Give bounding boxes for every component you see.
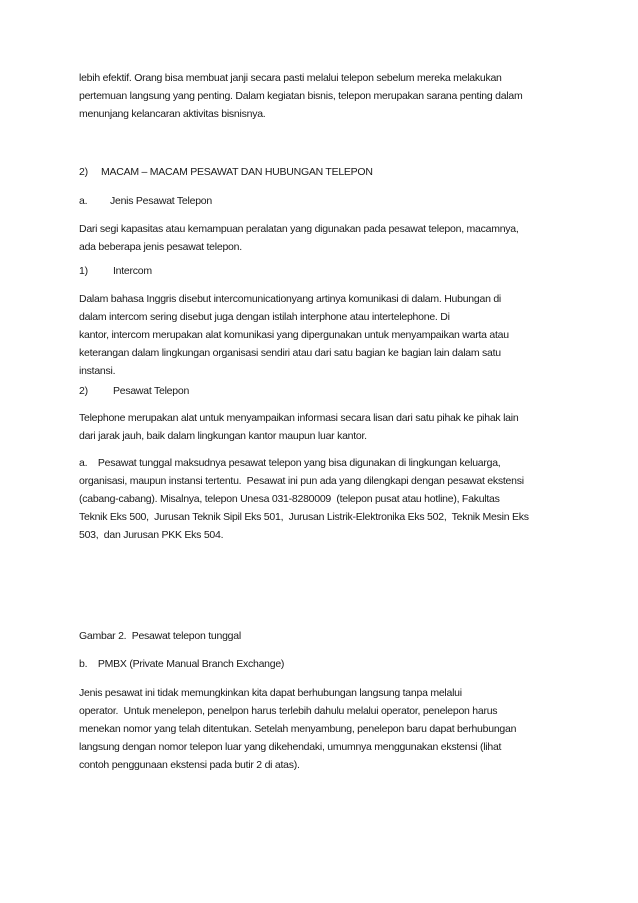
text-line: (cabang-cabang). Misalnya, telepon Unesa 031-8280009 (telepon pusat atau hotline), Fakultas	[79, 493, 500, 505]
text-line: instansi.	[79, 365, 116, 377]
text-line: lebih efektif. Orang bisa membuat janji secara pasti melalui telepon sebelum mereka melakukan	[79, 72, 502, 84]
text-line: Teknik Eks 500, Jurusan Teknik Sipil Eks 501, Jurusan Listrik-Elektronika Eks 502, Teknik Mesin Eks	[79, 511, 529, 523]
text-line: contoh penggunaan ekstensi pada butir 2 di atas).	[79, 759, 300, 771]
subsection-letter: a.	[79, 195, 88, 207]
section-heading	[79, 163, 565, 181]
kapasitas-paragraph	[79, 220, 565, 256]
text-line: dari jarak jauh, baik dalam lingkungan kantor maupun luar kantor.	[79, 430, 367, 442]
text-line: keterangan dalam lingkungan organisasi sendiri atau dari satu bagian ke bagian lain dalam satu	[79, 347, 501, 359]
section-number: 2)	[79, 166, 88, 178]
intro-paragraph	[79, 69, 565, 123]
item-pesawat-telepon-heading	[79, 382, 565, 400]
text-line: dalam intercom sering disebut juga dengan istilah interphone atau intertelephone. Di	[79, 311, 450, 323]
item-number: 2)	[79, 385, 88, 397]
item-title: Pesawat Telepon	[113, 385, 190, 397]
subsection-title: Jenis Pesawat Telepon	[110, 195, 212, 207]
text-line: organisasi, maupun instansi tertentu. Pesawat ini pun ada yang dilengkapi dengan pesawat ekstensi	[79, 475, 524, 487]
text-line: Jenis pesawat ini tidak memungkinkan kita dapat berhubungan langsung tanpa melalui	[79, 687, 462, 699]
text-line: kantor, intercom merupakan alat komunikasi yang dipergunakan untuk menyampaikan warta atau	[79, 329, 509, 341]
intercom-paragraph	[79, 290, 565, 380]
figure-caption: Gambar 2. Pesawat telepon tunggal	[79, 630, 241, 642]
text-line: langsung dengan nomor telepon luar yang dikehendaki, umumnya menggunakan ekstensi (lihat	[79, 741, 502, 753]
text-line: 503, dan Jurusan PKK Eks 504.	[79, 529, 224, 541]
text-line: Telephone merupakan alat untuk menyampaikan informasi secara lisan dari satu pihak ke pihak lain	[79, 412, 519, 424]
text-line: pertemuan langsung yang penting. Dalam kegiatan bisnis, telepon merupakan sarana penting dalam	[79, 90, 523, 102]
text-line: ada beberapa jenis pesawat telepon.	[79, 241, 242, 253]
item-title: Intercom	[113, 265, 152, 277]
text-line: Dari segi kapasitas atau kemampuan peralatan yang digunakan pada pesawat telepon, macamnya,	[79, 223, 519, 235]
text-line: menunjang kelancaran aktivitas bisnisnya.	[79, 108, 266, 120]
telephone-paragraph	[79, 409, 565, 445]
text-line: menekan nomor yang telah ditentukan. Setelah menyambung, penelepon baru dapat berhubungan	[79, 723, 517, 735]
section-title: MACAM – MACAM PESAWAT DAN HUBUNGAN TELEPON	[101, 166, 373, 178]
item-intercom-heading	[79, 262, 565, 280]
tunggal-paragraph	[79, 454, 565, 544]
text-line: operator. Untuk menelepon, penelpon harus terlebih dahulu melalui operator, penelepon harus	[79, 705, 498, 717]
text-line: a. Pesawat tunggal maksudnya pesawat telepon yang bisa digunakan di lingkungan keluarga,	[79, 457, 501, 469]
item-number: 1)	[79, 265, 88, 277]
pmbx-heading: b. PMBX (Private Manual Branch Exchange)	[79, 658, 285, 670]
subsection-a-heading	[79, 192, 565, 210]
text-line: Dalam bahasa Inggris disebut intercomunicationyang artinya komunikasi di dalam. Hubungan di	[79, 293, 502, 305]
pmbx-paragraph	[79, 684, 565, 774]
